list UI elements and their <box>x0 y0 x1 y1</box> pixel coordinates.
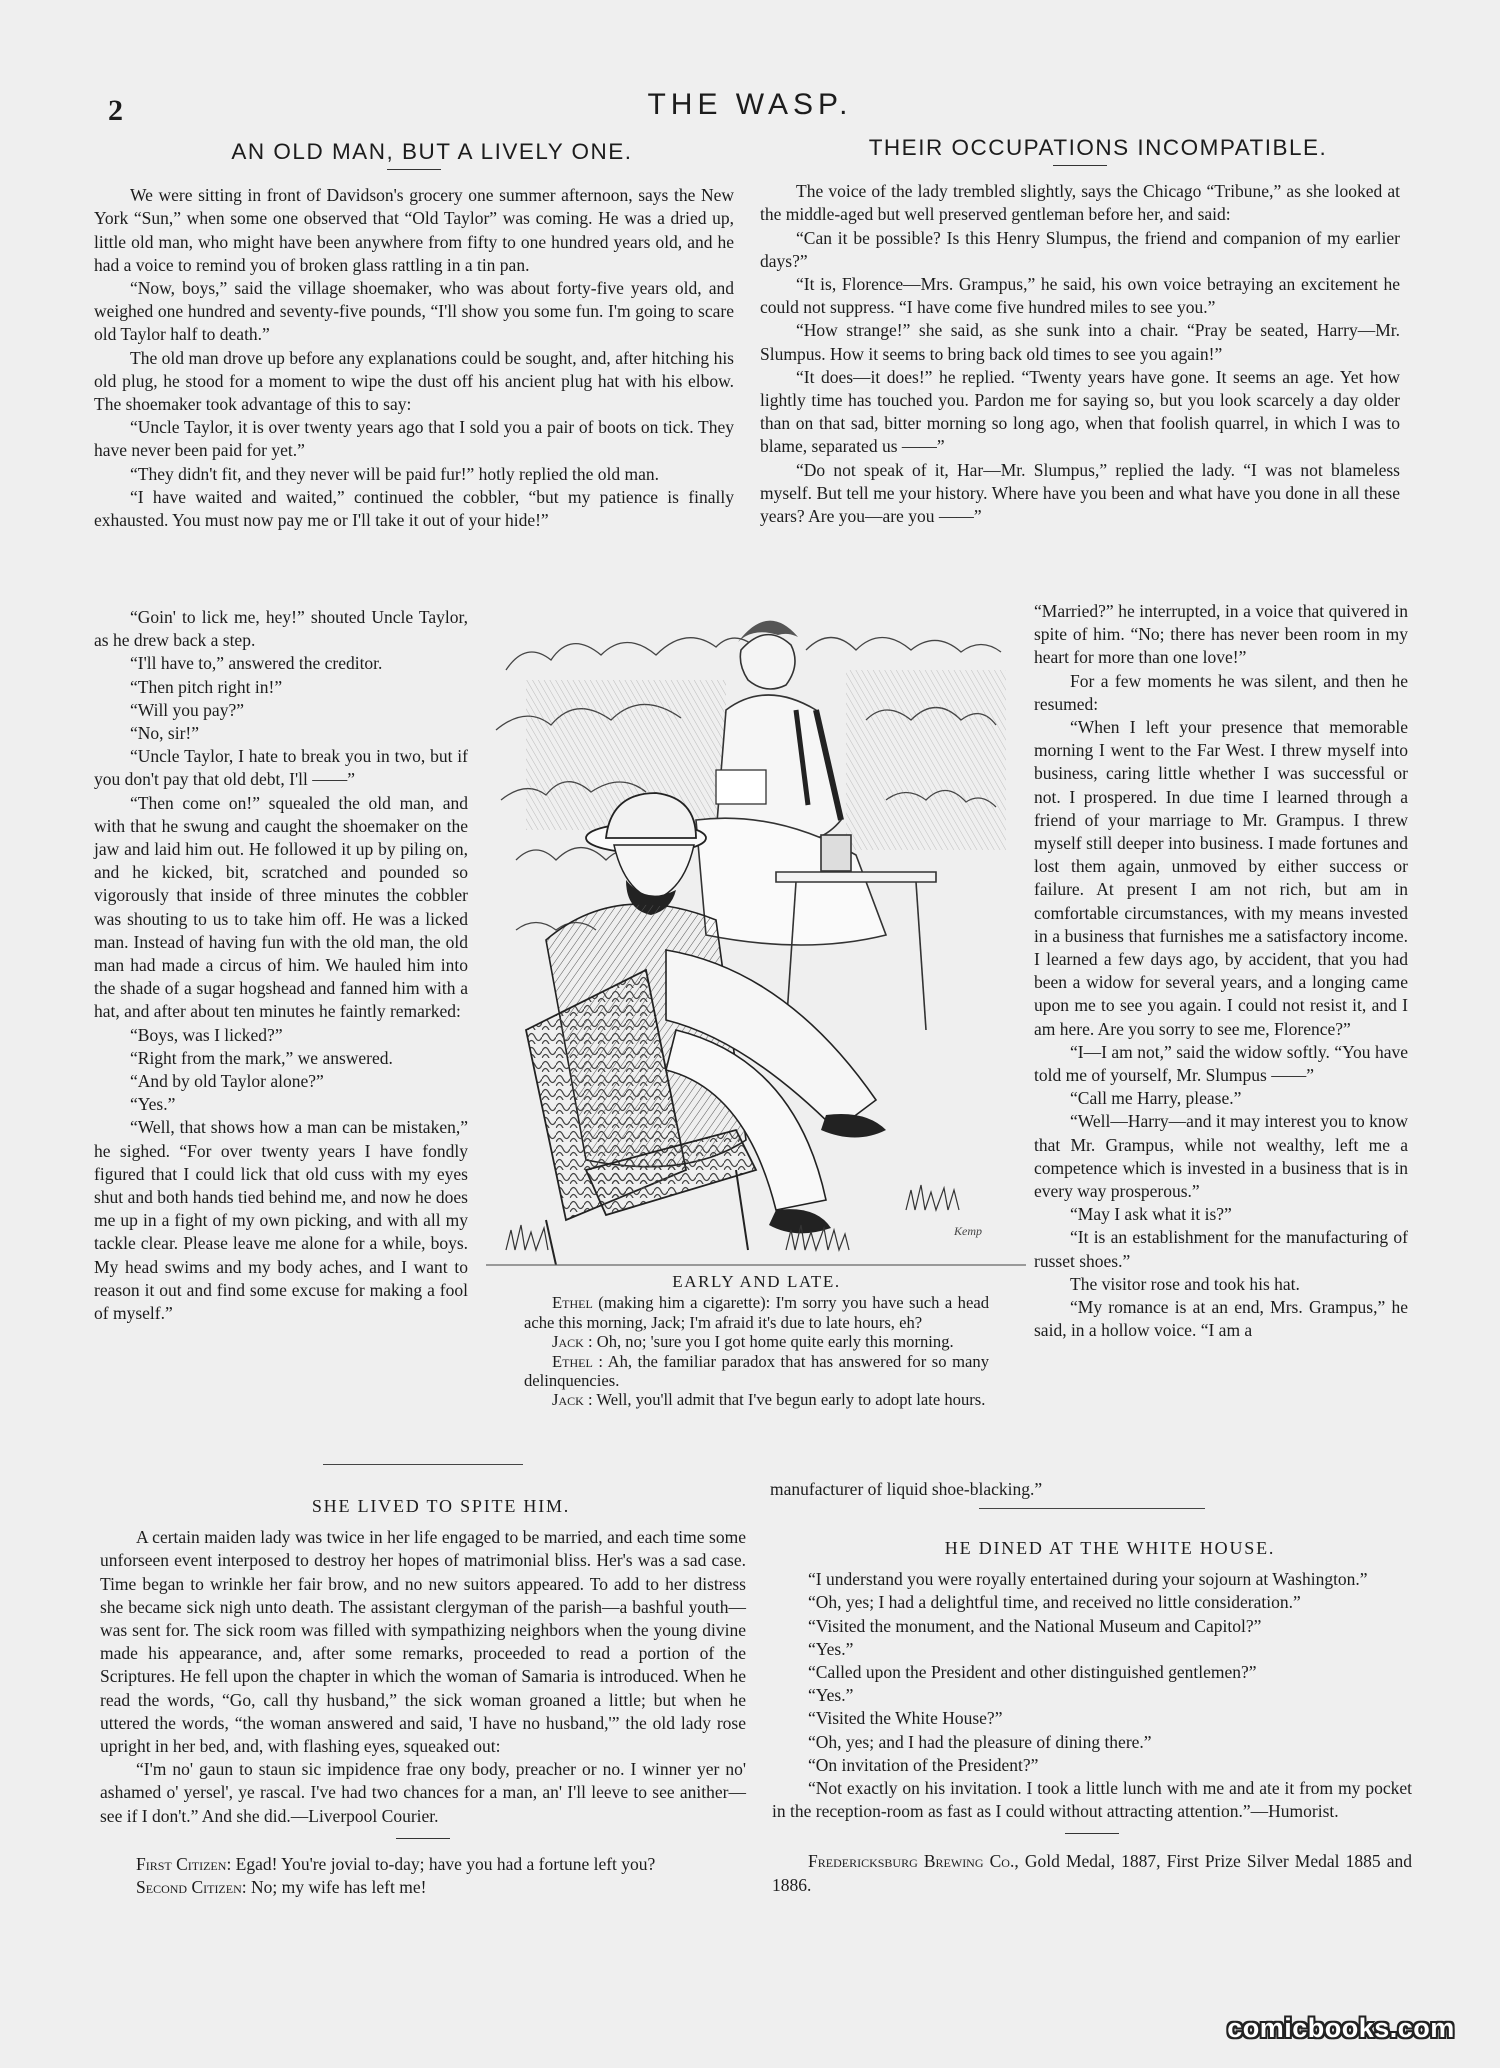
paragraph: “Well, that shows how a man can be mistaken,” he sighed. “For over twenty years I have fondly figured that I could lick that old cuss with my eyes shut and both hands tied behind me, and now he does me up in a fight of my own picking, and with all my tackle clear. Please leave me alone for a while, boys. My head swims and my body aches, and I want to reason it out and find some excuse for making a fool of myself.” <box>94 1117 468 1324</box>
paragraph: “Can it be possible? Is this Henry Slumpus, the friend and companion of my earlier days?” <box>760 227 1400 271</box>
speaker-name: Jack <box>552 1390 584 1410</box>
paragraph: The old man drove up before any explanations could be sought, and, after hitching his old plug, he stood for a moment to wipe the dust off his ancient plug hat with his elbow. The shoemaker took advantage of this to say: <box>94 347 734 415</box>
masthead: THE WASP. <box>647 88 853 121</box>
paragraph: A certain maiden lady was twice in her life engaged to be married, and each time some unforseen event interposed to destroy her hopes of matrimonial bliss. Her's was a sad case. Time began to wrinkle her fair brow, and no new suitors appeared. To add to her distress she became sick nigh unto death. The assistant clergyman of the parish—a bashful youth—was sent for. The sick room was filled with sympathizing neighbors when the young divine made his appearance, and, after some remarks, proceeded to read a portion of the Scriptures. He fell upon the chapter in which the woman of Samaria is introduced. When he read the words, “Go, call thy husband,” the sick woman groaned a little; but when he uttered the words, “the woman answered and said, 'I have no husband,'” the old lady rose upright in her bed, and, with flashing eyes, squeaked out: <box>100 1527 746 1757</box>
page-number: 2 <box>108 94 123 127</box>
illustration-caption <box>524 1272 989 1410</box>
article-occupations-narrow <box>1034 600 1408 1343</box>
paragraph: “I—I am not,” said the widow softly. “You have told me of yourself, Mr. Slumpus ——” <box>1034 1041 1408 1086</box>
paragraph: “On invitation of the President?” <box>808 1754 1039 1775</box>
paragraph: We were sitting in front of Davidson's grocery one summer afternoon, says the New York “Sun,” when some one observed that “Old Taylor” was coming. He was a dried up, little old man, who might have been anywhere from fifty to one hundred years old, and he had a voice to remind you of broken glass rattling in a tin pan. <box>94 185 734 275</box>
speaker-name: Jack <box>552 1332 584 1352</box>
paragraph: “Do not speak of it, Har—Mr. Slumpus,” replied the lady. “I was not blameless myself. But tell me your history. Where have you been and what have you done in all these years? Are you—are you ——” <box>760 459 1400 527</box>
divider <box>396 1838 450 1839</box>
article-spite <box>100 1464 746 1899</box>
dialogue-line <box>524 1390 989 1409</box>
paragraph: “Called upon the President and other distinguished gentlemen?” <box>808 1662 1257 1683</box>
dialogue-line <box>524 1332 989 1351</box>
watermark-logo: comicbooks.com <box>1227 2013 1455 2043</box>
paragraph: “Oh, yes; and I had the pleasure of dining there.” <box>808 1731 1152 1752</box>
article-body-narrow <box>94 606 468 1325</box>
article-heading: AN OLD MAN, BUT A LIVELY ONE. <box>231 139 633 164</box>
paragraph: “Oh, yes; I had a delightful time, and received no little consideration.” <box>808 1592 1301 1613</box>
paragraph: “Yes.” <box>808 1638 854 1659</box>
speaker-name: Ethel <box>552 1293 593 1313</box>
paragraph: “Not exactly on his invitation. I took a little lunch with me and ate it from my pocket in the reception-room as fast as I could without attracting attention.”—Humorist. <box>772 1778 1412 1822</box>
article-body <box>94 184 734 532</box>
article-body <box>100 1526 746 1828</box>
paragraph: “They didn't fit, and they never will be paid fur!” hotly replied the old man. <box>130 463 659 484</box>
article-occupations-ending <box>770 1478 1370 1501</box>
paragraph: “Visited the White House?” <box>808 1708 1003 1729</box>
paragraph: “Then pitch right in!” <box>130 676 283 697</box>
dialogue-text: : Oh, no; 'sure you I got home quite early this morning. <box>587 1332 954 1352</box>
article-white-house <box>772 1508 1412 1897</box>
dialogue-line <box>524 1293 989 1332</box>
paragraph: “It does—it does!” he replied. “Twenty years have gone. It seems an age. Yet how lightly time has touched you. Pardon me for saying so, but you look scarcely a day older than on that sad, bitter morning so long ago, when that foolish quarrel, in which I was to blame, separated us ——” <box>760 366 1400 457</box>
paragraph: The voice of the lady trembled slightly, says the Chicago “Tribune,” as she looked at the middle-aged but well preserved gentleman before her, and said: <box>760 181 1400 225</box>
article-occupations <box>760 136 1400 528</box>
paragraph: “Boys, was I licked?” <box>130 1024 283 1045</box>
article-old-man <box>94 140 734 532</box>
paragraph: “Visited the monument, and the National Museum and Capitol?” <box>808 1615 1262 1636</box>
paragraph: “How strange!” she said, as she sunk into a chair. “Pray be seated, Harry—Mr. Slumpus. How it seems to bring back old times to see you again!” <box>760 320 1400 364</box>
paragraph: “Goin' to lick me, hey!” shouted Uncle Taylor, as he drew back a step. <box>94 607 468 651</box>
divider <box>387 169 441 170</box>
paragraph: “I understand you were royally entertained during your sojourn at Washington.” <box>808 1569 1368 1590</box>
paragraph: “Yes.” <box>808 1685 854 1706</box>
article-heading: THEIR OCCUPATIONS INCOMPATIBLE. <box>868 135 1328 160</box>
paragraph: “It is an establishment for the manufacturing of russet shoes.” <box>1034 1227 1408 1271</box>
article-body <box>760 180 1400 528</box>
paragraph: “Yes.” <box>130 1094 176 1115</box>
paragraph: “May I ask what it is?” <box>1070 1204 1232 1225</box>
article-body <box>772 1568 1412 1823</box>
illustration-early-and-late <box>486 610 1026 1268</box>
dialogue-text: : Ah, the familiar paradox that has answered for so many delinquencies. <box>524 1351 989 1391</box>
caption-title: EARLY AND LATE. <box>672 1272 841 1291</box>
article-old-man-narrow <box>94 606 468 1325</box>
paragraph: “Married?” he interrupted, in a voice that quivered in spite of him. “No; there has never been room in my heart for more than one love!” <box>1034 601 1408 668</box>
dialogue-text: (making him a cigarette): I'm sorry you have such a head ache this morning, Jack; I'm afraid it's due to late hours, eh? <box>524 1293 989 1332</box>
citizen-line-2: Second Citizen: No; my wife has left me! <box>136 1877 427 1898</box>
paragraph: “Now, boys,” said the village shoemaker, who was about forty-five years old, and weighed one hundred and seventy-five pounds, “I'll show you some fun. I'm going to scare old Taylor half to death.” <box>94 278 734 345</box>
paragraph: “I have waited and waited,” continued the cobbler, “but my patience is finally exhausted. You must now pay me or I'll take it out of your hide!” <box>94 486 734 531</box>
paragraph: “Call me Harry, please.” <box>1070 1088 1242 1109</box>
paragraph: “Well—Harry—and it may interest you to know that Mr. Grampus, while not wealthy, left me a competence which is invested in a business that is in every way prosperous.” <box>1034 1111 1408 1202</box>
paragraph: “And by old Taylor alone?” <box>130 1071 324 1092</box>
citizen-line-1: First Citizen: Egad! You're jovial to-day; have you had a fortune left you? <box>136 1853 656 1874</box>
artist-signature: Kemp <box>954 1224 982 1238</box>
advert: Fredericksburg Brewing Co., Gold Medal, 1887, First Prize Silver Medal 1885 and 1886. <box>772 1851 1412 1895</box>
dialogue-line <box>524 1352 989 1391</box>
article-ending: manufacturer of liquid shoe-blacking.” <box>770 1479 1043 1499</box>
paragraph: “I'll have to,” answered the creditor. <box>130 653 383 674</box>
caption-dialogue <box>524 1293 989 1409</box>
paragraph: “Uncle Taylor, it is over twenty years ago that I sold you a pair of boots on tick. They have never been paid for yet.” <box>94 417 734 461</box>
paragraph: “Uncle Taylor, I hate to break you in two, but if you don't pay that old debt, I'll ——” <box>94 746 468 790</box>
paragraph: “Will you pay?” <box>130 699 244 720</box>
article-heading: HE DINED AT THE WHITE HOUSE. <box>944 1538 1276 1558</box>
paragraph: “I'm no' gaun to staun sic impidence frae ony body, preacher or no. I winner yer no' ashamed o' yersel', ye rascal. I've had two chances for a man, an' I'll leeve to see anither—see if I don't.” And she did.—Liverpool Courier. <box>100 1759 746 1826</box>
paragraph: “My romance is at an end, Mrs. Grampus,” he said, in a hollow voice. “I am a <box>1034 1297 1408 1341</box>
divider <box>1065 1833 1119 1834</box>
article-body-narrow <box>1034 600 1408 1343</box>
paragraph: “Right from the mark,” we answered. <box>130 1047 393 1068</box>
paragraph: “When I left your presence that memorable morning I went to the Far West. I threw myself into business, caring little whether I was successful or not. I prospered. In due time I learned through a friend of your marriage to Mr. Grampus. I threw myself still deeper into business. I made fortunes and lost them again, unmoved by either success or failure. At present I am not rich, but am in comfortable circumstances, with my means invested in a business that furnishes me a satisfactory income. I learned a few days ago, by accident, that you had been a widow for several years, and a longing came upon me to see you again. I could not resist it, and I am here. Are you sorry to see me, Florence?” <box>1034 717 1408 1039</box>
paragraph: “No, sir!” <box>130 723 200 744</box>
paragraph: “Then come on!” squealed the old man, and with that he swung and caught the shoemaker on the jaw and laid him out. He followed it up by piling on, and he kicked, bit, scratched and pounded so vigorously that inside of three minutes the cobbler was shouting to us to take him off. He was a licked man. Instead of having fun with the old man, the old man had made a circus of him. We hauled him into the shade of a sugar hogshead and fanned him with a hat, and after about ten minutes he faintly remarked: <box>94 792 468 1022</box>
paragraph: “It is, Florence—Mrs. Grampus,” he said, his own voice betraying an excitement he could not suppress. “I have come five hundred miles to see you.” <box>760 274 1400 318</box>
dialogue-text: : Well, you'll admit that I've begun early to adopt late hours. <box>587 1390 986 1410</box>
divider <box>1053 165 1107 166</box>
divider <box>979 1508 1205 1509</box>
article-heading: SHE LIVED TO SPITE HIM. <box>311 1496 571 1516</box>
paragraph: The visitor rose and took his hat. <box>1070 1273 1300 1294</box>
speaker-name: Ethel <box>552 1351 593 1371</box>
illustration-drawing <box>486 610 1026 1268</box>
paragraph: For a few moments he was silent, and then he resumed: <box>1034 670 1408 714</box>
divider <box>323 1464 523 1465</box>
